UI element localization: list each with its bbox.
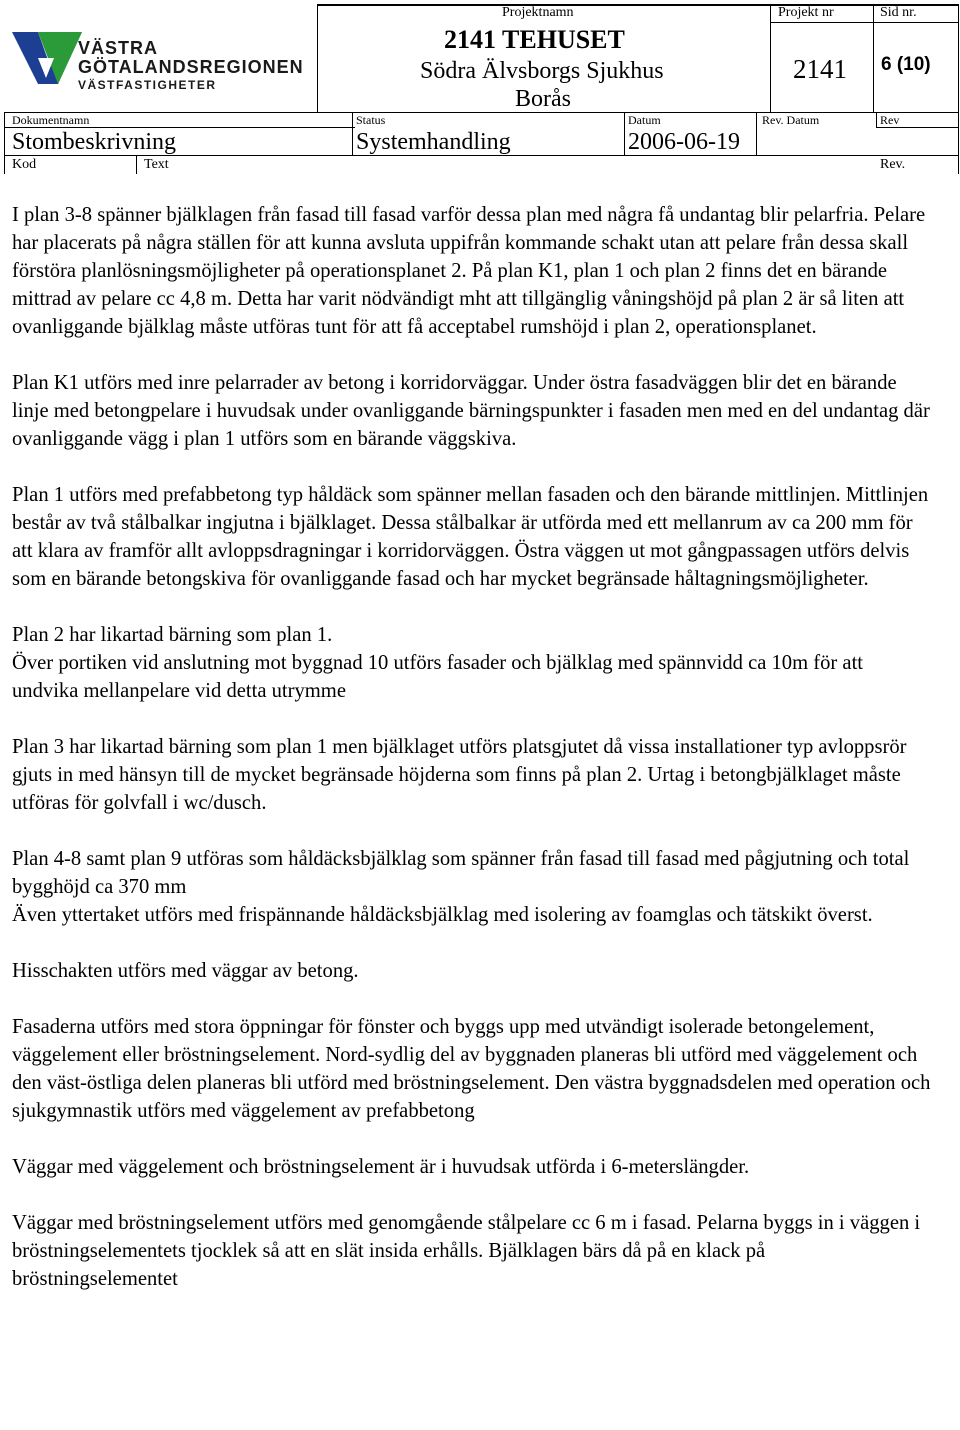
paragraph: Plan 3 har likartad bärning som plan 1 men bjälklaget utförs platsgjutet då vissa installationer typ avloppsrör gjuts in med hänsyn till de mycket begränsade höjderna som finns på plan 2. Urtag i betongbjälklaget måste utföras för golvfall i wc/dusch. xyxy=(12,736,907,814)
sid-nr-label: Sid nr. xyxy=(880,5,917,20)
paragraph xyxy=(12,621,932,705)
logo-line-2: GÖTALANDSREGIONEN xyxy=(78,57,304,77)
header-divider xyxy=(136,156,137,174)
header-divider xyxy=(770,22,959,23)
header-divider xyxy=(4,112,5,174)
document-header xyxy=(0,0,960,176)
vastfastigheter-logo xyxy=(8,28,308,98)
header-top-border xyxy=(317,4,959,6)
header-divider xyxy=(770,4,771,112)
paragraph: Väggar med bröstningselement utförs med genomgående stålpelare cc 6 m i fasad. Pelarna byggs in i väggen i bröstningselementets tjocklek så att en slät insida erhålls. Bjälklagen bärs då på en klack på bröstningselementet xyxy=(12,1212,921,1290)
paragraph: Plan K1 utförs med inre pelarrader av betong i korridorväggar. Under östra fasadväggen blir det en bärande linje med betongpelare i huvudsak under ovanliggande bärningspunkter i fasaden men med en del undantag där ovanliggande vägg i plan 1 utförs som en bärande väggskiva. xyxy=(12,372,930,450)
paragraph: I plan 3-8 spänner bjälklagen från fasad till fasad varför dessa plan med några få undantag blir pelarfria. Pelare har placerats på några ställen för att kunna avsluta uppifrån kommande schakt utan att pelare från dessa skall förstöra planlösningsmöjligheter på operationsplanet 2. På plan K1, plan 1 och plan 2 finns det en bärande mittrad av pelare cc 4,8 m. Detta har varit nödvändigt mht att tillgänglig våningshöjd på plan 2 är så liten att ovanliggande bjälklag måste utföras tunt för att få acceptabel rumshöjd i plan 2, operationsplanet. xyxy=(12,204,926,338)
header-left-border xyxy=(317,4,318,112)
dokumentnamn-value: Stombeskrivning xyxy=(12,129,177,155)
header-divider xyxy=(876,112,877,128)
projektnamn-label: Projektnamn xyxy=(502,5,574,20)
header-divider xyxy=(756,112,757,156)
status-value: Systemhandling xyxy=(356,129,511,155)
datum-label: Datum xyxy=(628,113,661,127)
project-city: Borås xyxy=(515,86,571,112)
text-label: Text xyxy=(144,157,169,172)
paragraph: Plan 1 utförs med prefabbetong typ håldäck som spänner mellan fasaden och den bärande mittlinjen. Mittlinjen består av två stålbalkar ingjutna i bjälklaget. Dessa stålbalkar är utförda med ett mellanrum av ca 200 mm för att klara av framför allt avloppsdragningar i korridorväggen. Östra väggen ut mot gångpassagen utförs delvis som en bärande betongskiva för ovanliggande fasad och har mycket begränsade håltagningsmöjligheter. xyxy=(12,484,929,590)
header-divider xyxy=(624,112,625,156)
paragraph xyxy=(12,845,932,929)
datum-value: 2006-06-19 xyxy=(628,129,740,155)
kod-label: Kod xyxy=(12,157,37,172)
paragraph-line: Plan 4-8 samt plan 9 utföras som håldäcksbjälklag som spänner från fasad till fasad med pågjutning och total bygghöjd ca 370 mm xyxy=(12,848,910,898)
paragraph: Fasaderna utförs med stora öppningar för fönster och byggs upp med utvändigt isolerade betongelement, väggelement eller bröstningselement. Nord-sydlig del av byggnaden planeras bli utförd med väggelement och den väst-östliga delen planeras bli utförd med bröstningselement. Den västra byggnadsdelen med operation och sjukgymnastik utförs med väggelement av prefabbetong xyxy=(12,1016,931,1122)
paragraph-line: Över portiken vid anslutning mot byggnad 10 utförs fasader och bjälklag med spännvidd ca 10m för att undvika mellanpelare vid detta utrymme xyxy=(12,652,864,702)
header-divider xyxy=(873,4,874,112)
rev-label: Rev xyxy=(880,113,900,127)
paragraph: Hisschakten utförs med väggar av betong. xyxy=(12,960,359,982)
header-right-border xyxy=(958,4,959,174)
logo-line-3: VÄSTFASTIGHETER xyxy=(78,78,217,92)
project-name: 2141 TEHUSET xyxy=(444,25,625,54)
paragraph-line: Plan 2 har likartad bärning som plan 1. xyxy=(12,624,333,646)
header-divider xyxy=(876,127,959,128)
logo-line-1: VÄSTRA xyxy=(78,38,159,58)
projekt-nr-value: 2141 xyxy=(793,54,847,84)
paragraph-line: Även yttertaket utförs med frispännande håldäcksbjälklag med isolering av foamglas och tätskikt överst. xyxy=(12,904,873,926)
paragraph: Väggar med väggelement och bröstningselement är i huvudsak utförda i 6-meterslängder. xyxy=(12,1156,750,1178)
rev-column-label: Rev. xyxy=(880,157,906,172)
header-divider xyxy=(352,112,353,156)
project-hospital: Södra Älvsborgs Sjukhus xyxy=(420,58,664,84)
document-body xyxy=(12,201,932,1293)
dokumentnamn-label: Dokumentnamn xyxy=(12,113,90,127)
rev-datum-label: Rev. Datum xyxy=(762,113,820,127)
sid-nr-value: 6 (10) xyxy=(881,54,931,75)
status-label: Status xyxy=(356,113,386,127)
projekt-nr-label: Projekt nr xyxy=(778,5,834,20)
